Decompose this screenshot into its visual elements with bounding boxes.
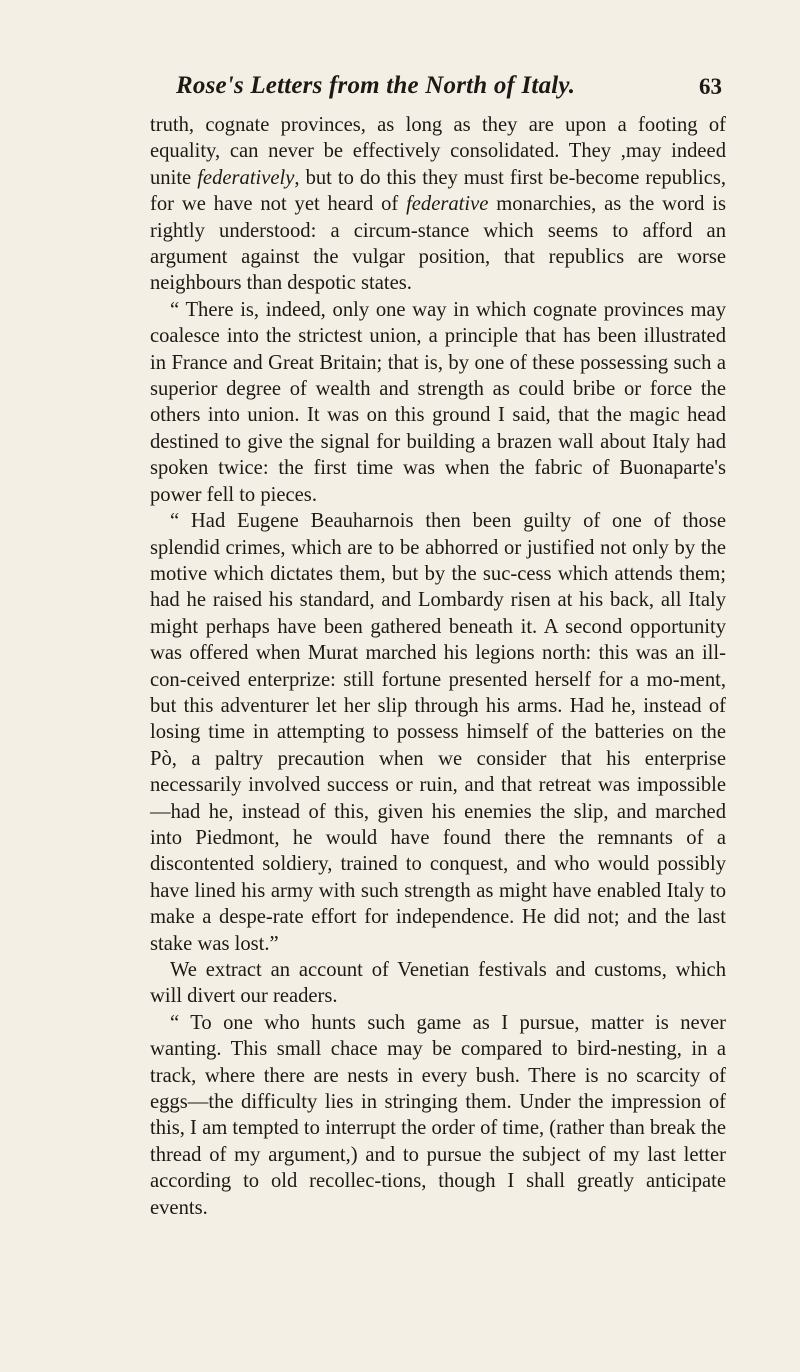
page-number: 63 [699, 74, 722, 99]
paragraph-5: “ To one who hunts such game as I pursue, matter is never wanting. This small chace may be compared to bird-nesting, in a track, where there are nests in every bush. There is no scarcity of eggs—the difficulty lies in stringing them. Under the impression of this, I am tempted to interrupt the order of time, (rather than break the thread of my argument,) and to pursue the subject of my last letter according to old recollec-tions, though I shall greatly anticipate events. [150, 1011, 726, 1219]
paragraph-4: We extract an account of Venetian festivals and customs, which will divert our readers. [150, 959, 726, 1008]
paragraph-1 [150, 112, 726, 297]
paragraph-1-part-e: monarchies, as the word is rightly understood: a circum-stance which seems to afford an argument against the vulgar position, that republics are worse neighbours than despotic states. [150, 193, 726, 295]
body-text [150, 112, 726, 1221]
paragraph-1-part-c: , but to do this they must first be-become republics, for we have not yet heard of [150, 166, 727, 216]
paragraph-2: “ There is, indeed, only one way in which cognate provinces may coalesce into the strictest union, a principle that has been illustrated in France and Great Britain; that is, by one of these possessing such a superior degree of wealth and strength as could bribe or force the others into union. It was on this ground I said, that the magic head destined to give the signal for building a brazen wall about Italy had spoken twice: the first time was when the fabric of Buonaparte's power fell to pieces. [150, 298, 726, 506]
paragraph-3: “ Had Eugene Beauharnois then been guilty of one of those splendid crimes, which are to be abhorred or justified not only by the motive which dictates them, but by the suc-cess which attends them; had he raised his standard, and Lombardy risen at his back, all Italy might perhaps have been gathered beneath it. A second opportunity was offered when Murat marched his legions north: this was an ill-con-ceived enterprize: still fortune presented herself for a mo-ment, but this adventurer let her slip through his arms. Had he, instead of losing time in attempting to possess himself of the batteries on the Pò, a paltry precaution when we consider that his enterprise necessarily involved success or ruin, and that retreat was impossible—had he, instead of this, given his enemies the slip, and marched into Piedmont, he would have found there the remnants of a discontented soldiery, trained to conquest, and who would possibly have lined his army with such strength as might have enabled Italy to make a despe-rate effort for independence. He did not; and the last stake was lost.” [150, 510, 726, 955]
paragraph-1-italic-federative: federative [406, 193, 489, 216]
paragraph-1-part-a: truth, cognate provinces, as long as they are upon a footing of equality, can never be effectively consolidated. They ,may indeed unite [150, 114, 726, 189]
page-header [150, 72, 722, 106]
running-title: Rose's Letters from the North of Italy. [176, 72, 576, 99]
paragraph-1-italic-federatively: federatively [197, 166, 295, 189]
